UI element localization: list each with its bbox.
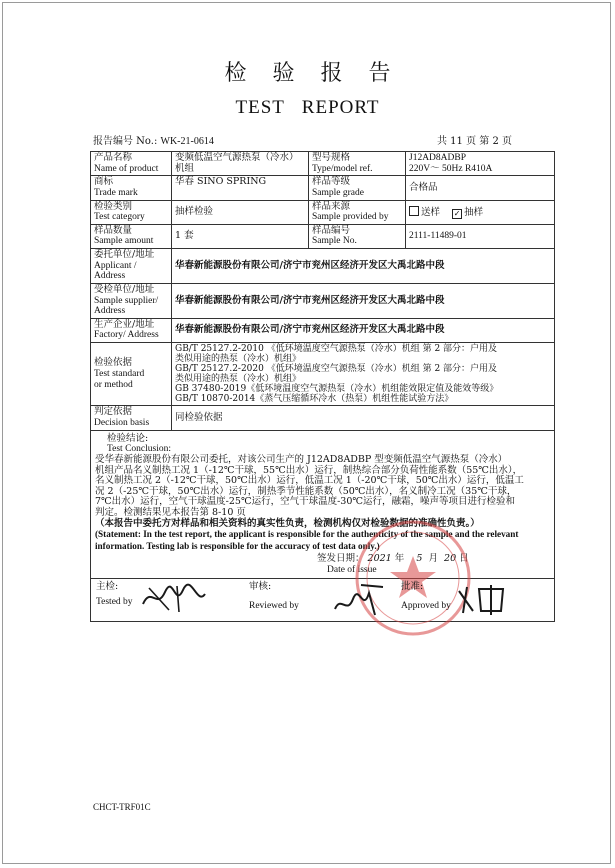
approved-by-signature-icon xyxy=(453,581,513,617)
conclusion-line: 受华春新能源股份有限公司委托，对该公司生产的 J12AD8ADBP 型变频低温空气源热泵（冷水） xyxy=(95,453,508,465)
sample-no-value: 2111-11489-01 xyxy=(406,224,555,248)
statement-cn: （本报告中委托方对样品和相关资料的真实性负责，检测机构仅对检验数据的准确性负责。） xyxy=(95,517,480,529)
report-title-cn: 检验报告 xyxy=(224,61,417,86)
provided-label: 样品来源 Sample provided by xyxy=(309,200,406,224)
approved-by-label-cn: 批准: xyxy=(401,581,424,593)
product-name-value: 变频低温空气源热泵（冷水）机组 xyxy=(172,152,309,176)
conclusion-line: 况 2（-25℃干球，50℃出水）运行，制热季节性能系数（50℃出水），名义制冷工况（35℃干球， xyxy=(95,485,517,497)
standards-list xyxy=(172,343,555,406)
page-info: 共 11 页 第 2 页 xyxy=(437,136,512,147)
factory-label: 生产企业/地址 Factory/ Address xyxy=(91,318,172,342)
provided-options xyxy=(406,200,555,224)
form-code: CHCT-TRF01C xyxy=(93,802,151,812)
standard-line: GB 37480-2019《低环境温度空气源热泵（冷水）机组能效限定值及能效等级》 xyxy=(175,384,499,395)
report-number-label: 报告编号 No.: xyxy=(93,136,158,147)
conclusion-label-cn: 检验结论: xyxy=(107,432,149,444)
conclusion-line: 判定。检测结果见本报告第 8-10 页 xyxy=(95,507,246,519)
standard-line: GB/T 10870-2014《蒸气压缩循环冷水（热泵）机组性能试验方法》 xyxy=(175,394,454,405)
conclusion-cell xyxy=(91,430,555,578)
issue-date-en: Date of issue xyxy=(327,564,377,575)
amount-label: 样品数量 Sample amount xyxy=(91,224,172,248)
standard-line: 类似用途的热泵（冷水）机组》 xyxy=(175,374,302,385)
category-value: 抽样检验 xyxy=(172,200,309,224)
table-row xyxy=(91,249,555,284)
supplier-label: 受检单位/地址 Sample supplier/ Address xyxy=(91,283,172,318)
standard-line: 类似用途的热泵（冷水）机组》 xyxy=(175,354,302,365)
model-label: 型号规格 Type/model ref. xyxy=(309,152,406,176)
table-row xyxy=(91,152,555,176)
approved-by-label-en: Approved by xyxy=(401,601,451,612)
official-stamp-icon xyxy=(353,518,473,638)
table-row xyxy=(91,224,555,248)
conclusion-line: 机组产品名义制热工况 1（-12℃干球，55℃出水）运行，制热综合部分负荷性能系数（55℃出水）， xyxy=(95,464,523,476)
category-label: 检验类别 Test category xyxy=(91,200,172,224)
conclusion-line: 7℃出水）运行，空气干球温度-25℃运行，空气干球温度-30℃运行，融霜，噪声等项目进行检验和 xyxy=(95,496,516,508)
table-row xyxy=(91,176,555,200)
factory-value: 华春新能源股份有限公司/济宁市兖州区经济开发区大禹北路中段 xyxy=(172,318,555,342)
table-row xyxy=(91,200,555,224)
report-number xyxy=(93,132,214,147)
reviewed-by-label-en: Reviewed by xyxy=(249,601,299,612)
table-row xyxy=(91,343,555,406)
option-sent: 送样 xyxy=(421,206,441,218)
report-number-value: WK-21-0614 xyxy=(160,136,214,147)
grade-value: 合格品 xyxy=(406,176,555,200)
signature-cell xyxy=(91,579,555,622)
product-name-label: 产品名称 Name of product xyxy=(91,152,172,176)
tested-by-signature-icon xyxy=(139,580,209,616)
conclusion-label-en: Test Conclusion: xyxy=(107,444,171,455)
statement-en: (Statement: In the test report, the applicant is responsible for the authenticity of the sample and the relevant information. Testing lab is responsible for the accuracy of test data only.) xyxy=(95,529,519,552)
supplier-value: 华春新能源股份有限公司/济宁市兖州区经济开发区大禹北路中段 xyxy=(172,283,555,318)
table-row xyxy=(91,406,555,430)
decision-value: 同检验依据 xyxy=(172,406,555,430)
trademark-label: 商标 Trade mark xyxy=(91,176,172,200)
standard-label: 检验依据 Test standard or method xyxy=(91,343,172,406)
option-sampled: 抽样 xyxy=(464,206,484,218)
report-table xyxy=(90,151,555,622)
standard-line: GB/T 25127.2-2010 《低环境温度空气源热泵（冷水）机组 第 2 部分：户用及 xyxy=(175,344,498,354)
report-title-en: TEST REPORT xyxy=(235,97,380,118)
table-row xyxy=(91,430,555,578)
checked-box-icon: ✓ xyxy=(453,208,461,218)
unchecked-box-icon xyxy=(409,206,419,216)
applicant-value: 华春新能源股份有限公司/济宁市兖州区经济开发区大禹北路中段 xyxy=(172,249,555,284)
model-value: J12AD8ADBP 220V～ 50Hz R410A xyxy=(406,152,555,176)
standard-line: GB/T 25127.2-2020 《低环境温度空气源热泵（冷水）机组 第 2 部分：户用及 xyxy=(175,364,498,375)
conclusion-line: 名义制热工况 2（-12℃干球，50℃出水）运行，低温工况 1（-20℃干球，50℃出水）运行，低温工 xyxy=(95,475,524,487)
amount-value: 1 套 xyxy=(172,224,309,248)
tested-by-label-en: Tested by xyxy=(96,597,133,608)
issue-date: 签发日期： 2021 年 5 月 20 日 xyxy=(317,553,469,565)
trademark-value: 华春 SINO SPRING xyxy=(172,176,309,200)
decision-label: 判定依据 Decision basis xyxy=(91,406,172,430)
applicant-label: 委托单位/地址 Applicant / Address xyxy=(91,249,172,284)
tested-by-label-cn: 主检: xyxy=(96,581,119,593)
signature-row xyxy=(91,579,555,622)
table-row xyxy=(91,283,555,318)
grade-label: 样品等级 Sample grade xyxy=(309,176,406,200)
reviewed-by-label-cn: 审核: xyxy=(249,581,272,593)
table-row xyxy=(91,318,555,342)
reviewed-by-signature-icon xyxy=(331,579,391,619)
sample-no-label: 样品编号 Sample No. xyxy=(309,224,406,248)
